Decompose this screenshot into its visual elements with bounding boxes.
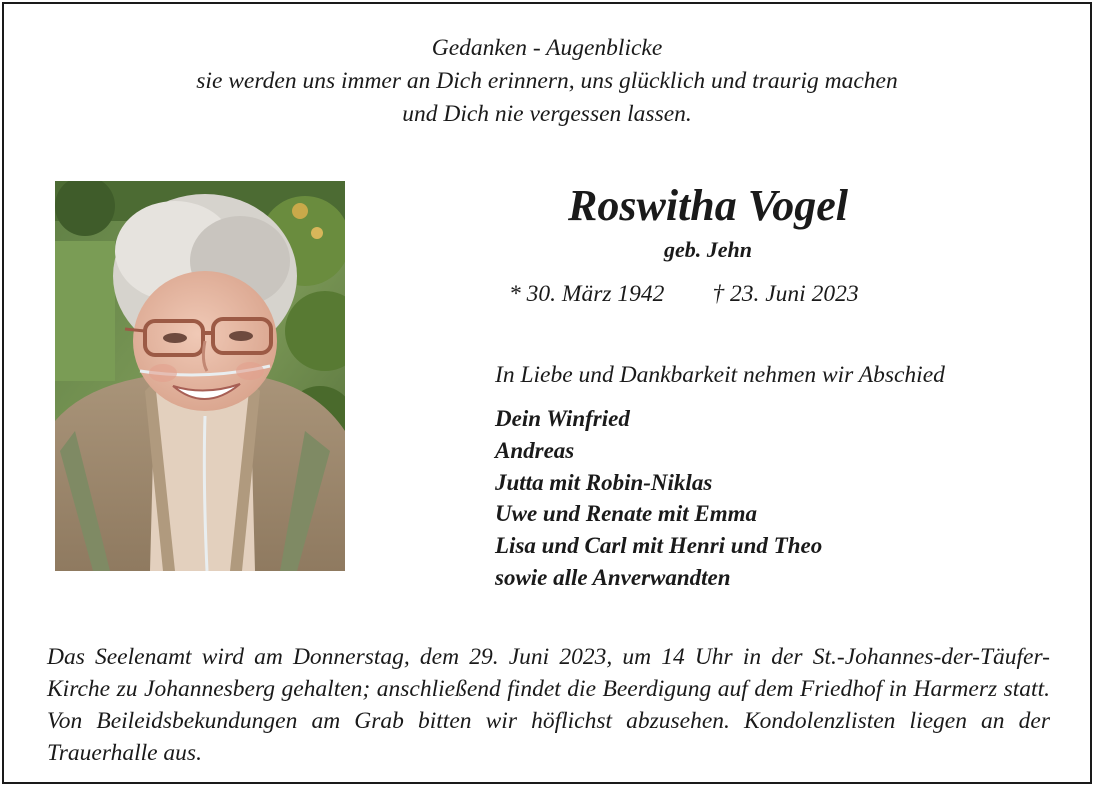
death-date: † 23. Juni 2023 <box>712 281 859 307</box>
mourner: Jutta mit Robin-Niklas <box>495 469 713 495</box>
maiden-name: geb. Jehn <box>664 237 752 262</box>
mourner: Lisa und Carl mit Henri und Theo <box>495 533 823 559</box>
life-dates <box>509 279 859 309</box>
motto-line: Gedanken - Augenblicke <box>431 35 663 61</box>
birth-date: * 30. März 1942 <box>509 281 665 307</box>
funeral-notice: Das Seelenamt wird am Donnerstag, dem 29. Juni 2023, um 14 Uhr in der St.-Johannes-der-Täufer-Kirche zu Johannesberg gehalten; anschließend findet die Beerdigung auf dem Friedhof in Harmerz statt. Von Beileidsbekundungen am Grab bitten wir höflichst abzusehen. Kondolenzlisten liegen an der Trauerhalle aus. <box>47 644 1050 766</box>
mourner: sowie alle Anverwandten <box>495 564 731 590</box>
mourner: Dein Winfried <box>495 406 630 431</box>
mourner: Uwe und Renate mit Emma <box>495 501 757 527</box>
mourner: Andreas <box>495 437 575 463</box>
farewell-text: In Liebe und Dankbarkeit nehmen wir Abschied <box>495 362 945 388</box>
motto-line: und Dich nie vergessen lassen. <box>402 101 692 127</box>
motto-line: sie werden uns immer an Dich erinnern, uns glücklich und traurig machen <box>196 68 898 94</box>
deceased-name: Roswitha Vogel <box>568 181 848 230</box>
motto <box>0 32 1094 131</box>
portrait-photo <box>55 181 345 571</box>
mourners-list <box>495 403 822 594</box>
